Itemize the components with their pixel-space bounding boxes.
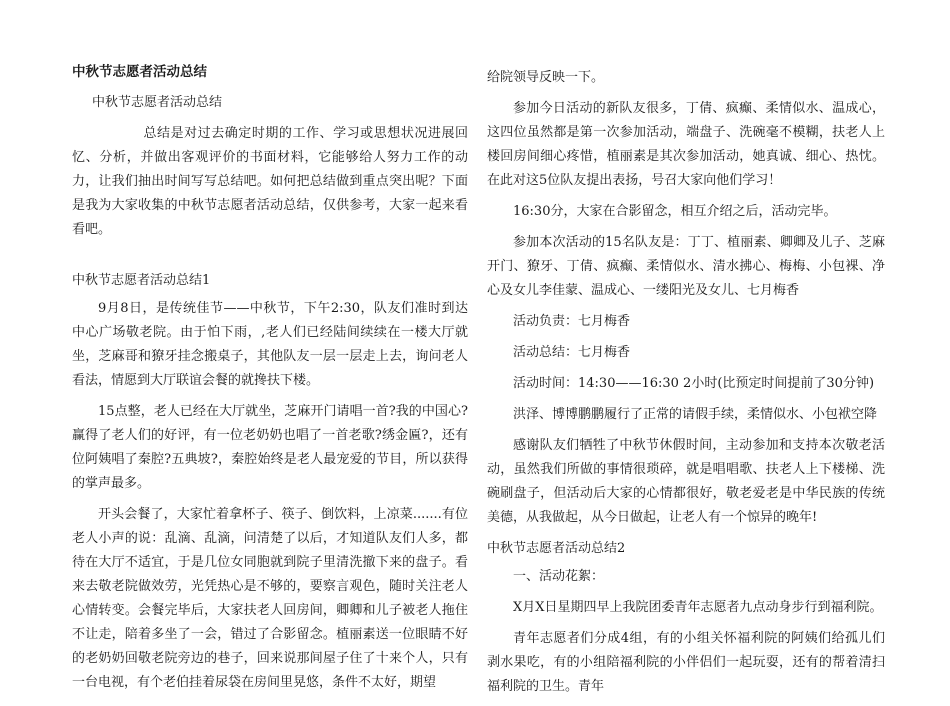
continued-paragraph: 给院领导反映一下。 — [487, 70, 605, 85]
right-paragraph-11: 青年志愿者们分成4组，有的小组关怀福利院的阿姨们给孤儿们剥水果吃，有的小组陪福利院的小伴侣们一起玩耍，还有的帮着清扫福利院的卫生。青年 — [487, 631, 885, 694]
section-gap — [72, 249, 468, 269]
intro-paragraph: 总结是对过去确定时期的工作、学习或思想状况进展回忆、分析，并做出客观评价的书面材料，它能够给人努力工作的动力，让我们抽出时间写写总结吧。如何把总结做到重点突出呢？下面是我为大家收集的中秋节志愿者活动总结，仅供参考，大家一起来看看吧。 — [72, 126, 468, 237]
right-paragraph-5: 活动总结：七月梅香 — [513, 345, 631, 360]
document-subtitle: 中秋节志愿者活动总结 — [92, 95, 223, 110]
right-paragraph-3: 参加本次活动的15名队友是：丁丁、植丽素、卿卿及儿子、芝麻开门、獠牙、丁倩、疯癫、柔情似水、清水拂心、梅梅、小包裸、净心及女儿李佳蒙、温成心、一缕阳光及女儿、七月梅香 — [487, 235, 885, 298]
right-paragraph-8: 感谢队友们牺牲了中秋节休假时间，主动参加和支持本次敬老活动，虽然我们所做的事情很琐碎，就是唱唱歌、扶老人上下楼梯、洗碗刷盘子，但活动后大家的心情都很好，敬老爱老是中华民族的传统美德，从我做起，从今日做起，让老人有一个惊异的晚年! — [487, 438, 885, 525]
section1-heading: 中秋节志愿者活动总结1 — [72, 273, 211, 288]
section1-paragraph-1: 9月8日，是传统佳节——中秋节，下午2:30，队友们准时到达中心广场敬老院。由于怕下雨，,老人们已经陆间续续在一楼大厅就坐，芝麻哥和獠牙挂念搬桌子，其他队友一层一层走上去，询问老人看法，情愿到大厅联谊会餐的就搀扶下楼。 — [72, 301, 468, 388]
right-paragraph-4: 活动负责：七月梅香 — [513, 314, 631, 329]
right-paragraph-1: 参加今日活动的新队友很多，丁倩、疯癫、柔情似水、温成心，这四位虽然都是第一次参加活动，端盘子、洗碗毫不模糊，扶老人上楼回房间细心疼惜，植丽素是其次参加活动，她真诚、细心、热忱。在此对这5位队友提出表扬，号召大家向他们学习！ — [487, 101, 885, 188]
section2-heading: 中秋节志愿者活动总结2 — [487, 541, 626, 556]
section1-paragraph-3: 开头会餐了，大家忙着拿杯子、筷子、倒饮料，上凉菜.......有位老人小声的说：乱滴、乱滴，问清楚了以后，才知道队友们人多，都待在大厅不适宜，于是几位女同胞就到院子里清洗撤下来的盘子。看来去敬老院做效劳，光凭热心是不够的，要察言观色，随时关注老人心情转变。会餐完毕后，大家扶老人回房间，卿卿和儿子被老人拖住不让走，陪着多坐了一会，错过了合影留念。植丽素送一位眼睛不好的老奶奶回敬老院旁边的巷子，回来说那间屋子住了十来个人，只有一台电视，有个老伯挂着尿袋在房间里晃悠，条件不太好，期望 — [72, 507, 468, 690]
right-column — [487, 66, 885, 706]
right-paragraph-2: 16:30分，大家在合影留念，相互介绍之后，活动完毕。 — [513, 204, 837, 219]
right-paragraph-7: 洪泽、博博鹏鹏履行了正常的请假手续，柔情似水、小包袱空降 — [513, 407, 878, 422]
right-paragraph-9: 一、活动花絮： — [513, 569, 605, 584]
right-paragraph-10: X月X日星期四早上我院团委青年志愿者九点动身步行到福利院。 — [513, 600, 883, 615]
right-paragraph-6: 活动时间：14:30——16:30 2小时(比预定时间提前了30分钟) — [513, 376, 875, 391]
left-column — [72, 62, 468, 702]
section1-paragraph-2: 15点整，老人已经在大厅就坐，芝麻开门请唱一首?我的中国心?赢得了老人们的好评，有一位老奶奶也唱了一首老歌?绣金匾?，还有位阿姨唱了秦腔?五典坡?，秦腔始终是老人最宠爱的节目，所以获得的掌声最多。 — [72, 404, 468, 491]
document-title: 中秋节志愿者活动总结 — [72, 64, 207, 80]
